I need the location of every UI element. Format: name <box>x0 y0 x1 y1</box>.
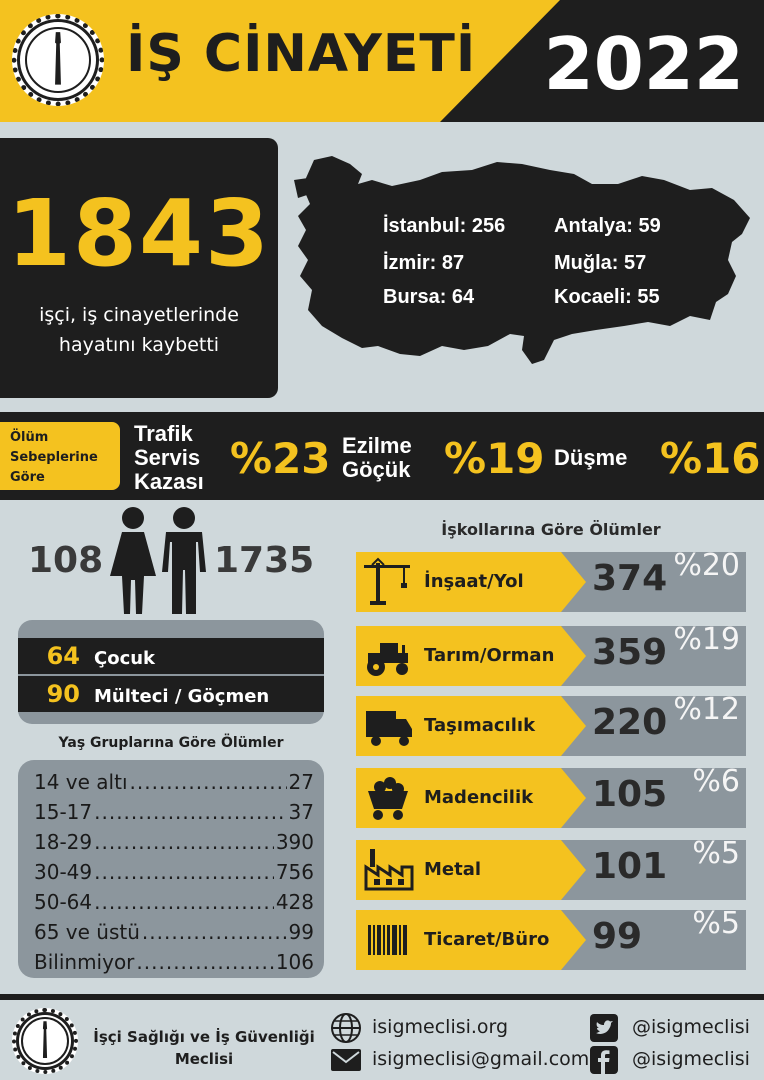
male-count: 1735 <box>214 540 315 581</box>
twitter-handle[interactable]: @isigmeclisi <box>632 1016 750 1038</box>
sector-count: 220 <box>592 702 668 743</box>
migrant-row: 90 Mülteci / Göçmen <box>18 676 324 712</box>
cause-fall: Düşme <box>554 445 628 470</box>
age-row: 18-29 ..... 390 <box>34 830 314 860</box>
sector-name: Metal <box>424 859 482 880</box>
facebook-handle[interactable]: @isigmeclisi <box>632 1048 750 1070</box>
sector-row <box>356 836 746 900</box>
mine-cart-icon <box>362 773 414 823</box>
sector-pct: %5 <box>692 836 740 871</box>
crane-icon <box>362 557 414 607</box>
sector-pct: %6 <box>692 764 740 799</box>
sector-name: Taşımacılık <box>424 715 536 736</box>
age-row: 50-64 ..... 428 <box>34 890 314 920</box>
cause-fall-pct: %16 <box>660 434 761 483</box>
age-row: Bilinmiyor ..... 106 <box>34 950 314 980</box>
sector-count: 359 <box>592 632 668 673</box>
year-label: 2022 <box>543 22 744 106</box>
sector-count: 374 <box>592 558 668 599</box>
sector-row <box>356 692 746 756</box>
female-count: 108 <box>28 540 104 581</box>
city-stat: Antalya: 59 <box>554 215 661 237</box>
sector-row <box>356 906 746 970</box>
age-row: 30-49 ..... 756 <box>34 860 314 890</box>
page-title: İŞ CİNAYETİ <box>126 24 477 84</box>
age-row: 14 ve altı ..... 27 <box>34 770 314 800</box>
facebook-icon <box>590 1046 618 1074</box>
organization-name: İşçi Sağlığı ve İş Güvenliği Meclisi <box>93 1028 315 1068</box>
sector-pct: %20 <box>673 548 740 583</box>
sector-name: Ticaret/Büro <box>424 929 550 950</box>
causes-label: Ölüm Sebeplerine Göre <box>0 422 120 490</box>
sector-name: İnşaat/Yol <box>424 571 524 592</box>
city-stat: İstanbul: 256 <box>383 215 506 237</box>
age-groups-title: Yaş Gruplarına Göre Ölümler <box>58 735 284 751</box>
globe-icon <box>330 1012 362 1044</box>
factory-icon <box>362 845 414 895</box>
email-link[interactable]: isigmeclisi@gmail.com <box>372 1048 590 1070</box>
city-stat: Muğla: 57 <box>554 252 647 274</box>
footer-logo <box>12 1008 78 1074</box>
cause-crush-pct: %19 <box>444 434 545 483</box>
age-groups-panel <box>18 760 324 978</box>
sector-pct: %5 <box>692 906 740 941</box>
male-icon <box>162 506 206 614</box>
sector-name: Tarım/Orman <box>424 645 555 666</box>
cause-crush: Ezilme Göçük <box>342 433 412 482</box>
sector-row <box>356 764 746 828</box>
sector-row <box>356 548 746 612</box>
footer-divider <box>0 994 764 1000</box>
city-stat: İzmir: 87 <box>383 252 465 274</box>
total-deaths-caption: işçi, iş cinayetlerinde hayatını kaybetti <box>39 304 239 356</box>
cause-traffic-pct: %23 <box>230 434 331 483</box>
sector-pct: %19 <box>673 622 740 657</box>
turkey-map <box>292 150 754 375</box>
sector-count: 105 <box>592 774 668 815</box>
sector-pct: %12 <box>673 692 740 727</box>
email-icon <box>330 1048 362 1072</box>
female-icon <box>108 506 158 614</box>
website-link[interactable]: isigmeclisi.org <box>372 1016 509 1038</box>
special-groups-panel <box>18 620 324 724</box>
organization-logo <box>12 14 104 106</box>
sectors-title: İşkollarına Göre Ölümler <box>441 520 661 539</box>
age-row: 65 ve üstü ..... 99 <box>34 920 314 950</box>
sector-row <box>356 622 746 686</box>
child-row: 64 Çocuk <box>18 638 324 674</box>
city-stat: Bursa: 64 <box>383 286 475 308</box>
city-stat: Kocaeli: 55 <box>554 286 660 308</box>
tractor-icon <box>362 631 414 681</box>
age-row: 15-17 ..... 37 <box>34 800 314 830</box>
sector-count: 101 <box>592 846 668 887</box>
sector-count: 99 <box>592 916 643 957</box>
sector-name: Madencilik <box>424 787 534 808</box>
cause-traffic: Trafik Servis Kazası <box>134 421 204 494</box>
total-deaths-number: 1843 <box>6 180 272 287</box>
twitter-icon <box>590 1014 618 1042</box>
death-causes-bar <box>0 412 764 500</box>
truck-icon <box>362 701 414 751</box>
barcode-icon <box>362 915 414 965</box>
